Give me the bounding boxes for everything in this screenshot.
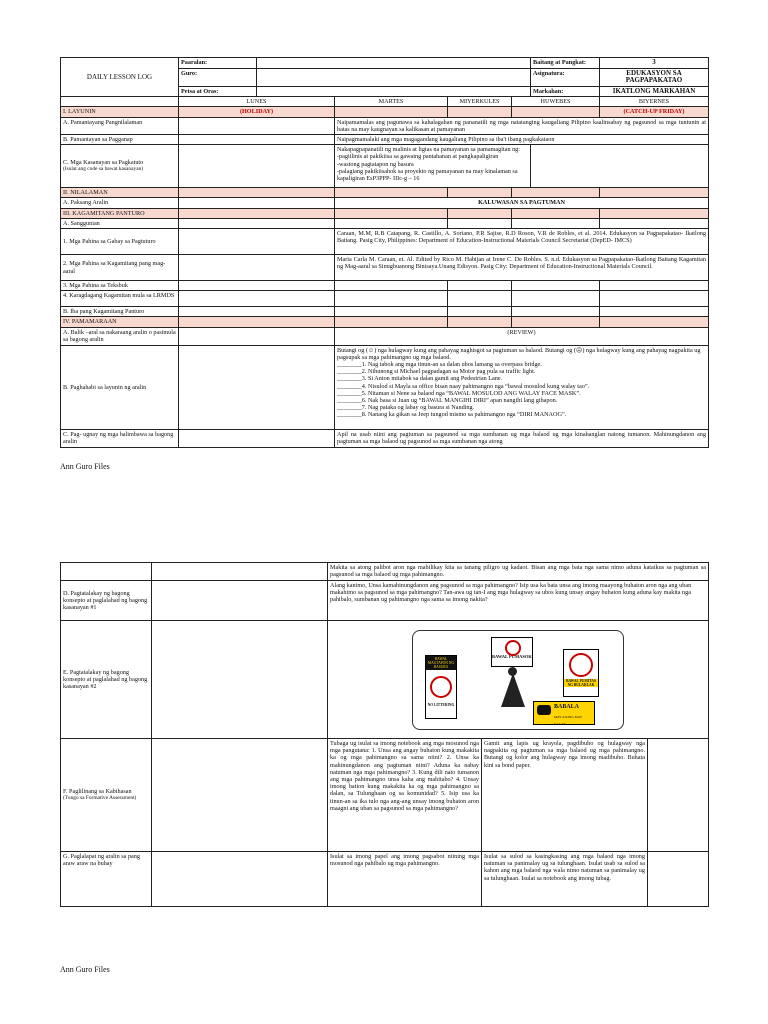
pink-cell bbox=[335, 317, 448, 327]
no-entry-icon bbox=[505, 640, 521, 656]
lunes-cell bbox=[179, 145, 335, 188]
empty-cell bbox=[600, 218, 709, 228]
pink-cell-a bbox=[335, 107, 448, 117]
section-pamamaraan: IV. PAMAMARAAN bbox=[61, 317, 179, 327]
pink-cell bbox=[179, 317, 335, 327]
paghahabi-item: ________6. Nak basa si Juan ug “BAWAL MANGIHI DIRI” apan nangihi lang gihapon. bbox=[337, 397, 558, 405]
g-text-a: Isulat sa imong papel ang imong pagsabot niining mga mosunod nga pahibalo ug mga pahimangno. bbox=[328, 852, 482, 907]
day-huwebes: HUWEBES bbox=[512, 97, 600, 107]
lunes-cell bbox=[152, 739, 328, 852]
pink-cell bbox=[179, 188, 335, 198]
paghahabi-label: B. Paghahabi sa layunin ng aralin bbox=[61, 345, 179, 429]
pink-cell bbox=[335, 188, 448, 198]
day-miyerkules: MIYERKULES bbox=[448, 97, 512, 107]
paghahabi-item: ________1. Nag tabok ang mga tinun-an sa dalan ubos lamang sa overpass bridge. bbox=[337, 361, 542, 369]
note-catchup: (CATCH-UP FRIDAY) bbox=[600, 107, 709, 117]
kasanayan-text bbox=[335, 145, 531, 188]
lrmds-label: 4. Karagdagang Kagamitan mula sa LRMDS bbox=[61, 291, 179, 307]
pink-cell bbox=[600, 188, 709, 198]
balik-label: A. Balik –aral sa nakaraang aralin o pasimula sa bagong aralin bbox=[61, 327, 179, 345]
kasanayan-line: -wastong pagtatapon ng basura bbox=[337, 160, 414, 168]
gabay-text: Caraan, M.M, R.B Catapang, R. Castillo, A. Soriano, P.R Sajise, R.D Roson, V.R de Robles, et al. 2014. Edukasyon sa Pagpapakatao- Ikatlong Baitang. Pasig City, Philippines: Department of Education-Instructional Materials Council Secretariat (DepED- IMCS) bbox=[335, 229, 709, 255]
e-label: E. Pagtatalakay ng bagong konsepto at paglalahad ng bagong kasanayan #2 bbox=[61, 621, 152, 739]
no-picking-label: BAWAL PUMITAS NG BULAKLAK bbox=[564, 679, 598, 687]
paghahabi-item: ________4. Nisulod si Mayla sa office bisan naay pahimangno nga “bawal mosulod kung walay tao”. bbox=[337, 382, 590, 390]
no-picking-icon bbox=[569, 653, 593, 677]
no-entry-sign bbox=[491, 637, 533, 667]
pink-cell-b bbox=[448, 107, 512, 117]
empty-cell bbox=[512, 281, 600, 291]
lesson-log-table-page2 bbox=[60, 562, 709, 907]
paghahabi-item: ________2. Nihunong si Michael pagpadagan sa Motor pag pula sa traffic light. bbox=[337, 368, 536, 376]
pink-cell bbox=[448, 208, 512, 218]
empty-cell bbox=[448, 281, 512, 291]
pink-cell bbox=[335, 208, 448, 218]
days-blank bbox=[61, 97, 179, 107]
lunes-cell bbox=[152, 563, 328, 581]
pink-cell bbox=[600, 317, 709, 327]
pink-cell bbox=[512, 208, 600, 218]
paaralan-label: Paaralan: bbox=[179, 58, 257, 69]
no-littering-header: BAWAL MAGTAPON NG BASURA bbox=[427, 656, 455, 669]
empty-cell bbox=[600, 281, 709, 291]
empty-cell bbox=[335, 307, 448, 317]
pink-cell bbox=[448, 317, 512, 327]
section-nilalaman: II. NILALAMAN bbox=[61, 188, 179, 198]
section-layunin: I. LAYUNIN bbox=[61, 107, 179, 117]
kasanayan-line: -palagiang pakikiisahok sa proyekto ng pamayanan na may kinalaman sa kapaligiran EsP3PPP- IIIc-g – 16 bbox=[337, 167, 518, 183]
teksbuk-label: 3. Mga Pahina sa Teksbuk bbox=[61, 281, 179, 291]
kasanayan-sub: (Isulat ang code sa bawat kasanayan) bbox=[63, 166, 144, 173]
lunes-cell bbox=[179, 327, 335, 345]
day-biyernes: BIYERNES bbox=[600, 97, 709, 107]
sanggunian-label: A. Sanggunian bbox=[61, 218, 179, 228]
kasanayan-line: Nakapagpapanatili ng malinis at ligtas na pamayanan sa pamamagitan ng: bbox=[337, 146, 520, 154]
d-label: D. Pagtatalakay ng bagong konsepto at paglalahad ng bagong kasanayan #1 bbox=[61, 581, 152, 621]
asignatura-label: Asignatura: bbox=[531, 69, 600, 87]
gabay-label: 1. Mga Pahina sa Gabay sa Pagtuturo bbox=[61, 229, 179, 255]
kasanayan-label bbox=[61, 145, 179, 188]
pag-ugnay-text: Apil na usab niini ang pagtuman sa pagsunod sa mga sumbanan ug mga balaod ug mga kinahanglan natong tumanon. Mahinungdanon ang pagtuman sa mga balaod ug pagsunod sa mga sumbanan nga atong bbox=[335, 429, 709, 447]
signs-image bbox=[412, 630, 624, 730]
pink-cell bbox=[179, 208, 335, 218]
dog-icon bbox=[537, 705, 551, 715]
cont-text: Makita sa atong palibot aron nga mabilikay kita sa tanang piligro ug kadaot. Bisan ang mga bata nga sama nimo aduna kataikus sa pagtuman sa pagsunod sa mga balaod ug mga pahimangno. bbox=[328, 563, 709, 581]
paghahabi-item: ________5. Nitaman si Nene sa balaod nga “BAWAL MOSULOD ANG WALAY FACE MASK”. bbox=[337, 389, 581, 397]
mag-aaral-label: 2. Mga Pahina sa Kagamitang pang mag-aaral bbox=[61, 255, 179, 281]
g-label: G. Paglalapat ng aralin sa pang araw araw na buhay bbox=[61, 852, 152, 907]
paaralan-value[interactable] bbox=[257, 58, 531, 69]
paghahabi-item: ________8. Nanaog ka gikan sa Jeep tungod mismo sa pahimangno nga “DIRI MANAOG”. bbox=[337, 411, 567, 419]
empty-cell bbox=[179, 218, 335, 228]
pink-cell bbox=[448, 188, 512, 198]
pagganap-label: B. Pamantayan sa Pagganap bbox=[61, 135, 179, 145]
g-text-b: Isulat sa sulod sa kasingkasing ang mga balaod nga imong natuman sa panimalay ug sa tulunghaan. Isulat usab sa sulod sa kahon ang mga balaod nga wala nimo natuman sa panimalay ug sa tulunghaan. Isulat sa notebook ang imong tubag. bbox=[482, 852, 648, 907]
f-title: F. Paglilinang sa Kabihasan bbox=[63, 787, 132, 795]
lunes-cell bbox=[152, 581, 328, 621]
empty-cell bbox=[448, 291, 512, 307]
beware-dog-sign bbox=[533, 701, 595, 725]
paksang-label: A. Paksang Aralin bbox=[61, 198, 179, 208]
mag-aaral-text: Maria Carla M. Caraan, et. Al. Edited by Rico M. Habijan at Irene C. De Robles. S. n.d. Edukasyon sa Pagpapakatao-Ikatlong Baitang Kagamitan ng Mag-aaral sa Sinugbuanong Binisaya.Unang Edisyon. Pasig City: Department of Education-Instructional Materials Council. bbox=[335, 255, 709, 281]
f-label bbox=[61, 739, 152, 852]
babala-sub: MAY ASONG MAY KAGAT bbox=[554, 714, 583, 726]
lunes-cell bbox=[179, 198, 335, 208]
lunes-cell bbox=[179, 255, 335, 281]
pink-cell bbox=[600, 208, 709, 218]
empty-cell bbox=[448, 218, 512, 228]
lunes-cell bbox=[179, 229, 335, 255]
empty-cell bbox=[335, 281, 448, 291]
pagganap-text: Naipagmamalaki ang mga magagandang kaugaliang Pilipino sa iba't ibang pagkakataon bbox=[335, 135, 709, 145]
person-head-icon bbox=[508, 667, 517, 676]
lunes-cell bbox=[179, 345, 335, 429]
no-littering-icon bbox=[430, 676, 452, 698]
babala-label: BABALA bbox=[554, 703, 580, 710]
pag-ugnay-label: C. Pag- ugnay ng mga halimbawa sa bagong aralin bbox=[61, 429, 179, 447]
empty-cell bbox=[448, 307, 512, 317]
person-figure-icon bbox=[501, 673, 525, 707]
day-martes: MARTES bbox=[335, 97, 448, 107]
pamantayang-text: Naipamamalas ang pagunawa sa kahalagahan ng pananatili ng mga natatanging kaugaliang Pilipino kaalinsabay ng pagsunod sa mga tuntunin at batas na may kaugnayan sa kalikasan at pamayanan bbox=[335, 117, 709, 134]
petsa-label: Petsa at Oras: bbox=[179, 87, 257, 97]
empty-cell bbox=[512, 307, 600, 317]
paghahabi-item: ________7. Nag pataka og labay og basura si Nanding. bbox=[337, 404, 475, 412]
f-sub: (Tungo sa Formative Assessment) bbox=[63, 795, 137, 801]
paksang-value: KALUWASAN SA PAGTUMAN bbox=[335, 198, 709, 208]
markahan-value: IKATLONG MARKAHAN bbox=[600, 87, 709, 97]
paghahabi-text bbox=[335, 345, 709, 429]
f-text-a: Tubaga ug isulat sa imong notebook ang mga mosunod nga mga pangutana: 1. Unsa ang angay buhaton kung makakita ka og mga pahimangno sa sama niini? 2. Unsa ka mahinungdanon ang pagtuman niini? Aduna ka nabay natuman nga mga pahimangno? 3. Kung dili nato tumanon ang mga pahimangno unsa kaha ang mahitabo? 4. Unsay imong bation kung makakita ka og mga pahimangno sa dalan, sa Tulunghaan og sa komunidad? 5. Isip usa ka tinun-an sa ika tulo nga ang-ang unsay imong buhaton aron maagni ang uban sa pagsunod sa mga pahimangno? bbox=[328, 739, 482, 852]
iba-label: B. Iba pang Kagamitang Panturo bbox=[61, 307, 179, 317]
kasanayan-title: C. Mga Kasanayan sa Pagkatuto bbox=[63, 159, 144, 167]
empty-cell bbox=[179, 291, 335, 307]
baitang-label: Baitang at Pangkat: bbox=[531, 58, 600, 69]
log-title: DAILY LESSON LOG bbox=[61, 58, 179, 97]
guro-value[interactable] bbox=[257, 69, 531, 87]
empty-cell bbox=[512, 291, 600, 307]
empty-cell bbox=[600, 291, 709, 307]
day-lunes: LUNES bbox=[179, 97, 335, 107]
markahan-label: Markahan: bbox=[531, 87, 600, 97]
lunes-cell bbox=[152, 621, 328, 739]
no-littering-sign bbox=[425, 655, 457, 719]
empty-cell bbox=[600, 307, 709, 317]
lunes-cell bbox=[152, 852, 328, 907]
paghahabi-intro: Butangi og (☺) nga hulagway kung ang pahayag naghisgot sa pagtuman sa balaod. Butangi og (☹) nga hulagway kung ang pahayag nagpakita ug pagsupak sa mga pahimangno ug mga balaod. bbox=[337, 346, 701, 361]
pink-cell bbox=[512, 317, 600, 327]
balik-value: (REVIEW) bbox=[335, 327, 709, 345]
no-picking-flowers-sign bbox=[563, 649, 599, 697]
empty-cell bbox=[648, 739, 709, 852]
lunes-cell bbox=[179, 429, 335, 447]
pamantayang-label: A. Pamantayang Pangnilalaman bbox=[61, 117, 179, 134]
kasanayan-line: -pagiilinis at pakikiisa sa gawaing pantahanan at pangkapaligiran bbox=[337, 153, 499, 161]
baitang-value: 3 bbox=[600, 58, 709, 69]
pink-cell-c bbox=[512, 107, 600, 117]
lunes-cell bbox=[179, 135, 335, 145]
section-kagamitan: III. KAGAMITANG PANTURO bbox=[61, 208, 179, 218]
empty-cell bbox=[179, 281, 335, 291]
f-text-b: Gamit ang lapis ug krayola, pagdibuho og hulagway nga nagpakita og pagtuman sa mga balaod ug mga pahimangno. Butangi og kolor ang hulagway nga imong madibuho. Buhata kini sa bond paper. bbox=[482, 739, 648, 852]
empty-cell bbox=[179, 307, 335, 317]
note-holiday: (HOLIDAY) bbox=[179, 107, 335, 117]
asignatura-value: EDUKASYON SA PAGPAPAKATAO bbox=[600, 69, 709, 87]
no-entry-label: BAWAL PUMASOK bbox=[492, 653, 532, 659]
footer-text: Ann Guro Files bbox=[60, 462, 110, 471]
lesson-log-table-page1 bbox=[60, 57, 709, 448]
lunes-cell bbox=[179, 117, 335, 134]
empty-cell bbox=[531, 145, 709, 188]
pink-cell bbox=[512, 188, 600, 198]
empty-cell bbox=[335, 218, 448, 228]
guro-label: Guro: bbox=[179, 69, 257, 87]
no-littering-footer: NO LITTERING bbox=[427, 703, 455, 708]
footer-text: Ann Guro Files bbox=[60, 965, 110, 974]
empty-cell bbox=[335, 291, 448, 307]
empty-cell bbox=[648, 852, 709, 907]
e-images bbox=[328, 621, 709, 739]
petsa-value[interactable] bbox=[257, 87, 531, 97]
paghahabi-item: ________3. Si Anton mitabok sa dalan gamit ang Pedestrian Lane. bbox=[337, 375, 503, 383]
empty-cell bbox=[512, 218, 600, 228]
cont-label bbox=[61, 563, 152, 581]
d-text: Alang kanimo, Unsa kamahinungdanon ang pagsunod sa mga pahimangno? Isip usa ka bata unsa ang imong maayong buhaton aron nga ang uban makahimo sa pagsunod sa mga pahimangno? Tan-awa ug tan-I ang mga hulagway sa ubos kung unsay angay buhaton kung aduna kay makita nga pahibalo, sumbanan ug pahimangno nga sama sa imong nakita? bbox=[328, 581, 709, 621]
